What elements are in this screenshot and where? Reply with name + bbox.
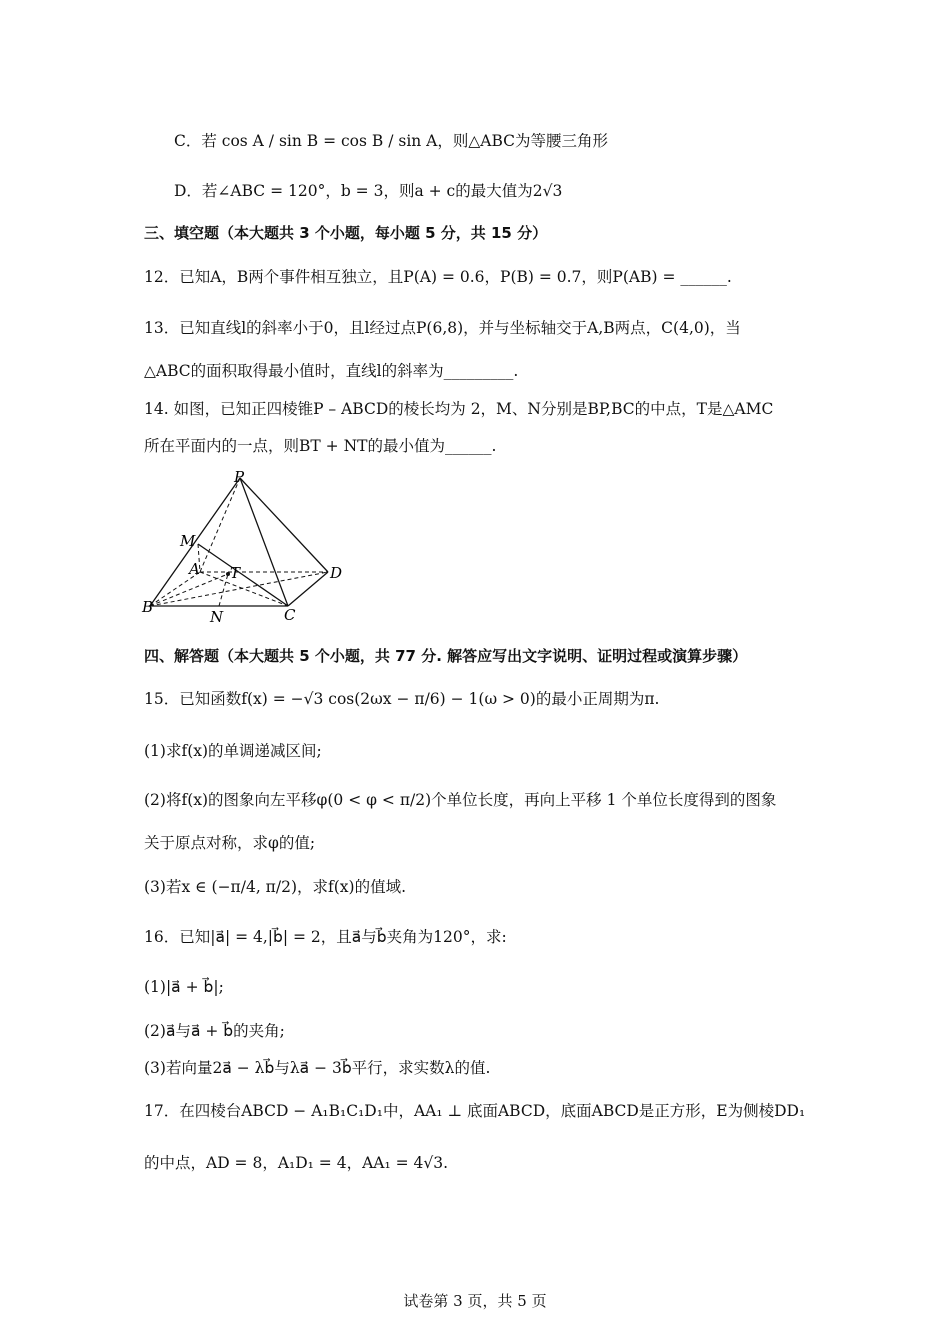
question-17-cont: 的中点，AD = 8，A₁D₁ = 4，AA₁ = 4√3. [144,1154,449,1172]
question-14: 14. 如图，已知正四棱锥P – ABCD的棱长均为 2，M、N分别是BP,BC的中点，T是△AMC [144,400,774,418]
question-16-1: (1)|a⃗ + b⃗|; [144,978,224,996]
question-c: C．若 cos A / sin B = cos B / sin A，则△ABC为等腰三角形 [174,132,609,150]
question-15-3: (3)若x ∈ (−π/4, π/2)，求f(x)的值域. [144,878,407,896]
question-16-2: (2)a⃗与a⃗ + b⃗的夹角; [144,1022,285,1040]
question-13: 13．已知直线l的斜率小于0，且l经过点P(6,8)，并与坐标轴交于A,B两点，C(4,0)，当 [144,319,741,337]
question-16-3: (3)若向量2a⃗ − λb⃗与λa⃗ − 3b⃗平行，求实数λ的值. [144,1059,491,1077]
page-footer: 试卷第 3 页，共 5 页 [403,1292,547,1310]
label-a: A [189,560,200,578]
question-15-2: (2)将f(x)的图象向左平移φ(0 < φ < π/2)个单位长度，再向上平移 1 个单位长度得到的图象 [144,791,777,809]
question-15-2-cont: 关于原点对称，求φ的值; [144,834,316,852]
section-fill-in: 三、填空题（本大题共 3 个小题，每小题 5 分，共 15 分） [144,224,548,242]
question-13-cont: △ABC的面积取得最小值时，直线l的斜率为_________. [144,362,519,380]
question-14-cont: 所在平面内的一点，则BT + NT的最小值为______. [144,437,497,455]
section-answer: 四、解答题（本大题共 5 个小题，共 77 分. 解答应写出文字说明、证明过程或演算步骤） [144,647,748,665]
question-12: 12．已知A，B两个事件相互独立，且P(A) = 0.6，P(B) = 0.7，则P(AB) = ______. [144,268,732,286]
question-d: D．若∠ABC = 120°，b = 3，则a + c的最大值为2√3 [174,182,563,200]
question-15: 15．已知函数f(x) = −√3 cos(2ωx − π/6) − 1(ω > 0)的最小正周期为π. [144,690,660,708]
label-p: P [234,468,245,486]
label-c: C [284,606,296,624]
label-t: T [230,564,241,582]
label-b: B [142,598,154,616]
label-m: M [180,532,196,550]
question-15-1: (1)求f(x)的单调递减区间; [144,742,322,760]
question-17: 17．在四棱台ABCD − A₁B₁C₁D₁中，AA₁ ⊥ 底面ABCD，底面ABCD是正方形，E为侧棱DD₁ [144,1102,806,1120]
label-n: N [210,608,224,626]
question-16: 16．已知|a⃗| = 4,|b⃗| = 2，且a⃗与b⃗夹角为120°，求: [144,928,507,946]
pyramid-figure [140,466,350,628]
label-d: D [330,564,343,582]
